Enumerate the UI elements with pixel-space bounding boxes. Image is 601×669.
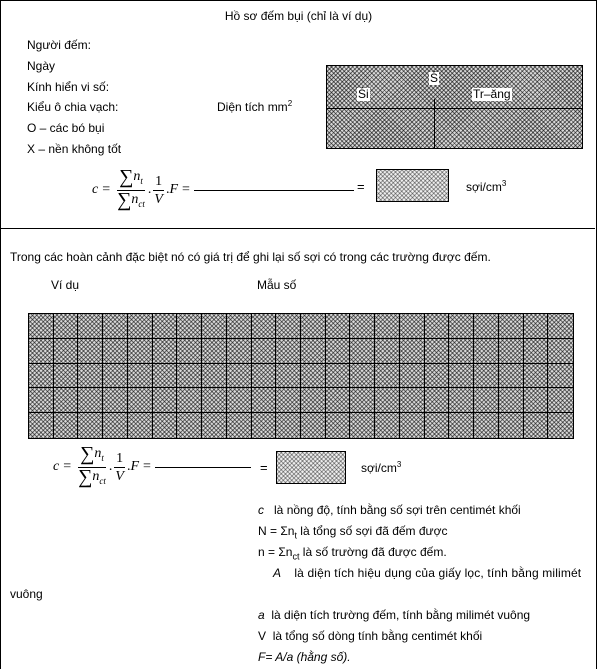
legend-o-label: O – các bó bụi <box>27 121 105 135</box>
field-counter-label: Người đếm: <box>27 38 91 52</box>
grid-cell <box>153 314 178 339</box>
legend-x-label: X – nền không tốt <box>27 142 122 156</box>
formula-c: c <box>92 182 99 198</box>
formula-fraction-n <box>115 165 147 213</box>
grid-cell <box>54 388 79 413</box>
grid-cell <box>301 339 326 364</box>
grid-cell <box>54 314 79 339</box>
grid-cell <box>449 388 474 413</box>
grid-cell <box>375 364 400 389</box>
grid-cell <box>326 364 351 389</box>
field-microscope-label: Kính hiển vi số: <box>27 80 110 94</box>
def-N-sub: t <box>294 530 297 541</box>
n-ct-sub: ct <box>99 475 106 486</box>
formula-c: c <box>53 459 60 475</box>
fiber-box-fiber-label: Śi <box>358 87 369 101</box>
grid-cell <box>474 339 499 364</box>
grid-cell <box>177 314 202 339</box>
n-t: n <box>94 446 102 461</box>
grid-cell <box>375 339 400 364</box>
grid-cell <box>227 364 252 389</box>
concentration-formula-top: c = $\frac{\sum n_t}{\sum n_{ct}}$ . $\frac{1}{V}$ . F = <box>92 168 354 213</box>
formula-blank-line <box>155 467 251 468</box>
grid-cell <box>548 364 573 389</box>
n-ct-sub: ct <box>138 198 145 209</box>
frame-border-top <box>0 0 597 1</box>
formula-blank-line <box>194 190 354 191</box>
grid-cell <box>276 388 301 413</box>
def-c <box>258 503 521 517</box>
def-A <box>273 566 581 580</box>
grid-cell <box>350 314 375 339</box>
def-n-pre: n = Σn <box>258 545 293 559</box>
grid-cell <box>524 314 549 339</box>
grid-cell <box>153 339 178 364</box>
def-A-wrap: vuông <box>10 587 43 601</box>
grid-cell <box>350 388 375 413</box>
grid-cell <box>524 413 549 438</box>
def-A-text: là diện tích hiệu dụng của giấy lọc, tính bằng milimét <box>294 566 582 580</box>
formula-top-result-box <box>376 169 449 202</box>
grid-cell <box>425 413 450 438</box>
grid-cell <box>350 364 375 389</box>
def-c-symbol: c <box>258 503 264 517</box>
example-label: Ví dụ <box>51 278 80 292</box>
sum-symbol: ∑ <box>117 188 132 211</box>
grid-cell <box>78 413 103 438</box>
grid-cell <box>375 314 400 339</box>
grid-cell <box>276 314 301 339</box>
grid-cell <box>177 364 202 389</box>
grid-cell <box>153 364 178 389</box>
grid-cell <box>548 413 573 438</box>
grid-cell <box>425 364 450 389</box>
def-a-text: là diện tích trường đếm, tính bằng milimét vuông <box>271 608 531 622</box>
document-title: Hồ sơ đếm bụi (chỉ là ví dụ) <box>224 9 373 23</box>
grid-cell <box>375 413 400 438</box>
grid-cell <box>449 314 474 339</box>
grid-cell <box>425 388 450 413</box>
area-label-sup: 2 <box>287 99 293 108</box>
def-n-sub: ct <box>292 551 300 562</box>
unit-text: sợi/cm <box>361 461 397 475</box>
grid-cell <box>177 339 202 364</box>
sum-symbol: ∑ <box>119 165 134 188</box>
grid-cell <box>252 314 277 339</box>
grid-cell <box>400 314 425 339</box>
def-N <box>258 524 447 540</box>
one: 1 <box>116 450 124 466</box>
n-ct: n <box>92 468 100 484</box>
grid-cell <box>524 388 549 413</box>
grid-cell <box>202 388 227 413</box>
grid-cell <box>177 388 202 413</box>
grid-cell <box>103 388 128 413</box>
fiber-box-vline <box>434 99 435 149</box>
grid-cell <box>326 339 351 364</box>
fiber-box-total-label: Ś <box>430 71 439 85</box>
grid-cell <box>548 388 573 413</box>
grid-cell <box>499 364 524 389</box>
def-V-symbol: V <box>258 629 267 643</box>
n-t-sub: t <box>101 452 104 463</box>
sum-symbol: ∑ <box>80 442 95 465</box>
grid-cell <box>400 339 425 364</box>
grid-cell <box>128 314 153 339</box>
fiber-box-hline <box>327 108 582 109</box>
grid-cell <box>29 413 54 438</box>
grid-cell <box>177 413 202 438</box>
def-a-symbol: a <box>258 608 265 622</box>
grid-cell <box>449 364 474 389</box>
grid-cell <box>474 388 499 413</box>
grid-cell <box>227 339 252 364</box>
grid-cell <box>202 364 227 389</box>
grid-cell <box>400 364 425 389</box>
special-note: Trong các hoàn cảnh đặc biệt nó có giá trị để ghi lại số sợi có trong các trường được đếm. <box>10 250 491 264</box>
grid-cell <box>153 388 178 413</box>
def-a <box>258 608 530 622</box>
grid-cell <box>227 388 252 413</box>
area-label <box>217 99 292 114</box>
grid-cell <box>301 364 326 389</box>
v: V <box>154 191 163 207</box>
grid-cell <box>29 388 54 413</box>
section-divider <box>1 228 595 229</box>
formula-top-equals: = <box>357 179 365 194</box>
n-t: n <box>133 169 141 184</box>
area-label-text: Diện tích mm <box>217 100 288 114</box>
grid-cell <box>29 314 54 339</box>
grid-cell <box>128 339 153 364</box>
grid-cell <box>54 364 79 389</box>
grid-cell <box>301 314 326 339</box>
grid-cell <box>276 413 301 438</box>
grid-cell <box>103 339 128 364</box>
grid-cell <box>326 314 351 339</box>
grid-cell <box>499 388 524 413</box>
unit-sup: 3 <box>396 460 402 469</box>
grid-cell <box>252 364 277 389</box>
grid-cell <box>252 388 277 413</box>
grid-cell <box>276 339 301 364</box>
grid-cell <box>499 314 524 339</box>
grid-cell <box>202 314 227 339</box>
field-date-label: Ngày <box>27 59 56 73</box>
grid-cell <box>548 339 573 364</box>
grid-cell <box>103 413 128 438</box>
grid-cell <box>425 339 450 364</box>
grid-cell <box>400 413 425 438</box>
grid-cell <box>78 314 103 339</box>
grid-cell <box>103 314 128 339</box>
grid-cell <box>252 339 277 364</box>
concentration-formula-bottom: c = $\frac{\sum n_t}{\sum n_{ct}}$ . $\frac{1}{V}$ . F = <box>53 445 251 490</box>
sum-symbol: ∑ <box>78 465 93 488</box>
grid-cell <box>499 413 524 438</box>
def-n-post: là số trường đã được đếm. <box>299 545 447 559</box>
formula-fraction-v <box>152 173 165 208</box>
grid-cell <box>78 339 103 364</box>
grid-cell <box>375 388 400 413</box>
sample-label: Mẫu số <box>257 278 297 292</box>
grid-cell <box>202 413 227 438</box>
grid-cell <box>202 339 227 364</box>
unit-sup: 3 <box>501 179 507 188</box>
grid-cell <box>301 388 326 413</box>
formula-eq: = <box>63 459 72 475</box>
v: V <box>115 468 124 484</box>
one: 1 <box>155 173 163 189</box>
frame-border-left <box>0 0 1 669</box>
formula-bottom-equals: = <box>260 460 268 475</box>
grid-cell <box>524 339 549 364</box>
grid-cell <box>524 364 549 389</box>
grid-cell <box>29 364 54 389</box>
def-A-symbol: A <box>273 566 282 580</box>
field-count-grid <box>28 313 574 439</box>
f: F <box>169 182 179 198</box>
grid-cell <box>54 339 79 364</box>
formula-fraction-n <box>76 442 108 490</box>
def-N-pre: N = Σn <box>258 524 295 538</box>
formula-fraction-v <box>113 450 126 485</box>
grid-cell <box>350 413 375 438</box>
grid-cell <box>499 339 524 364</box>
formula-bottom-result-box <box>276 451 346 484</box>
def-V <box>258 629 482 643</box>
grid-cell <box>350 339 375 364</box>
grid-cell <box>474 364 499 389</box>
grid-cell <box>29 339 54 364</box>
grid-cell <box>128 388 153 413</box>
def-N-post: là tổng số sợi đã đếm được <box>296 524 448 538</box>
grid-cell <box>548 314 573 339</box>
grid-cell <box>54 413 79 438</box>
def-n <box>258 545 447 561</box>
grid-cell <box>128 364 153 389</box>
grid-cell <box>276 364 301 389</box>
grid-cell <box>425 314 450 339</box>
grid-cell <box>400 388 425 413</box>
def-F: F= A/a (hằng số). <box>258 650 351 664</box>
def-V-text: là tổng số dòng tính bằng centimét khối <box>272 629 483 643</box>
formula-top-unit <box>466 179 506 194</box>
n-t-sub: t <box>140 175 143 186</box>
fiber-box-blank-label: Tr–ăng <box>473 87 511 101</box>
formula-bottom-unit <box>361 460 401 475</box>
grid-cell <box>227 314 252 339</box>
grid-cell <box>153 413 178 438</box>
f: F <box>130 459 140 475</box>
grid-cell <box>78 364 103 389</box>
fiber-count-box <box>326 65 583 149</box>
grid-cell <box>227 413 252 438</box>
grid-cell <box>474 413 499 438</box>
grid-cell <box>474 314 499 339</box>
grid-cell <box>301 413 326 438</box>
grid-cell <box>326 413 351 438</box>
frame-border-right <box>596 0 597 669</box>
grid-cell <box>326 388 351 413</box>
grid-cell <box>449 413 474 438</box>
grid-cell <box>103 364 128 389</box>
def-c-text: là nồng độ, tính bằng số sợi trên centimét khối <box>274 503 521 517</box>
formula-eq: = <box>102 182 111 198</box>
grid-cell <box>128 413 153 438</box>
grid-cell <box>78 388 103 413</box>
grid-cell <box>449 339 474 364</box>
unit-text: sợi/cm <box>466 180 502 194</box>
n-ct: n <box>131 191 139 207</box>
grid-cell <box>252 413 277 438</box>
field-graticule-label: Kiểu ô chia vạch: <box>27 100 119 114</box>
